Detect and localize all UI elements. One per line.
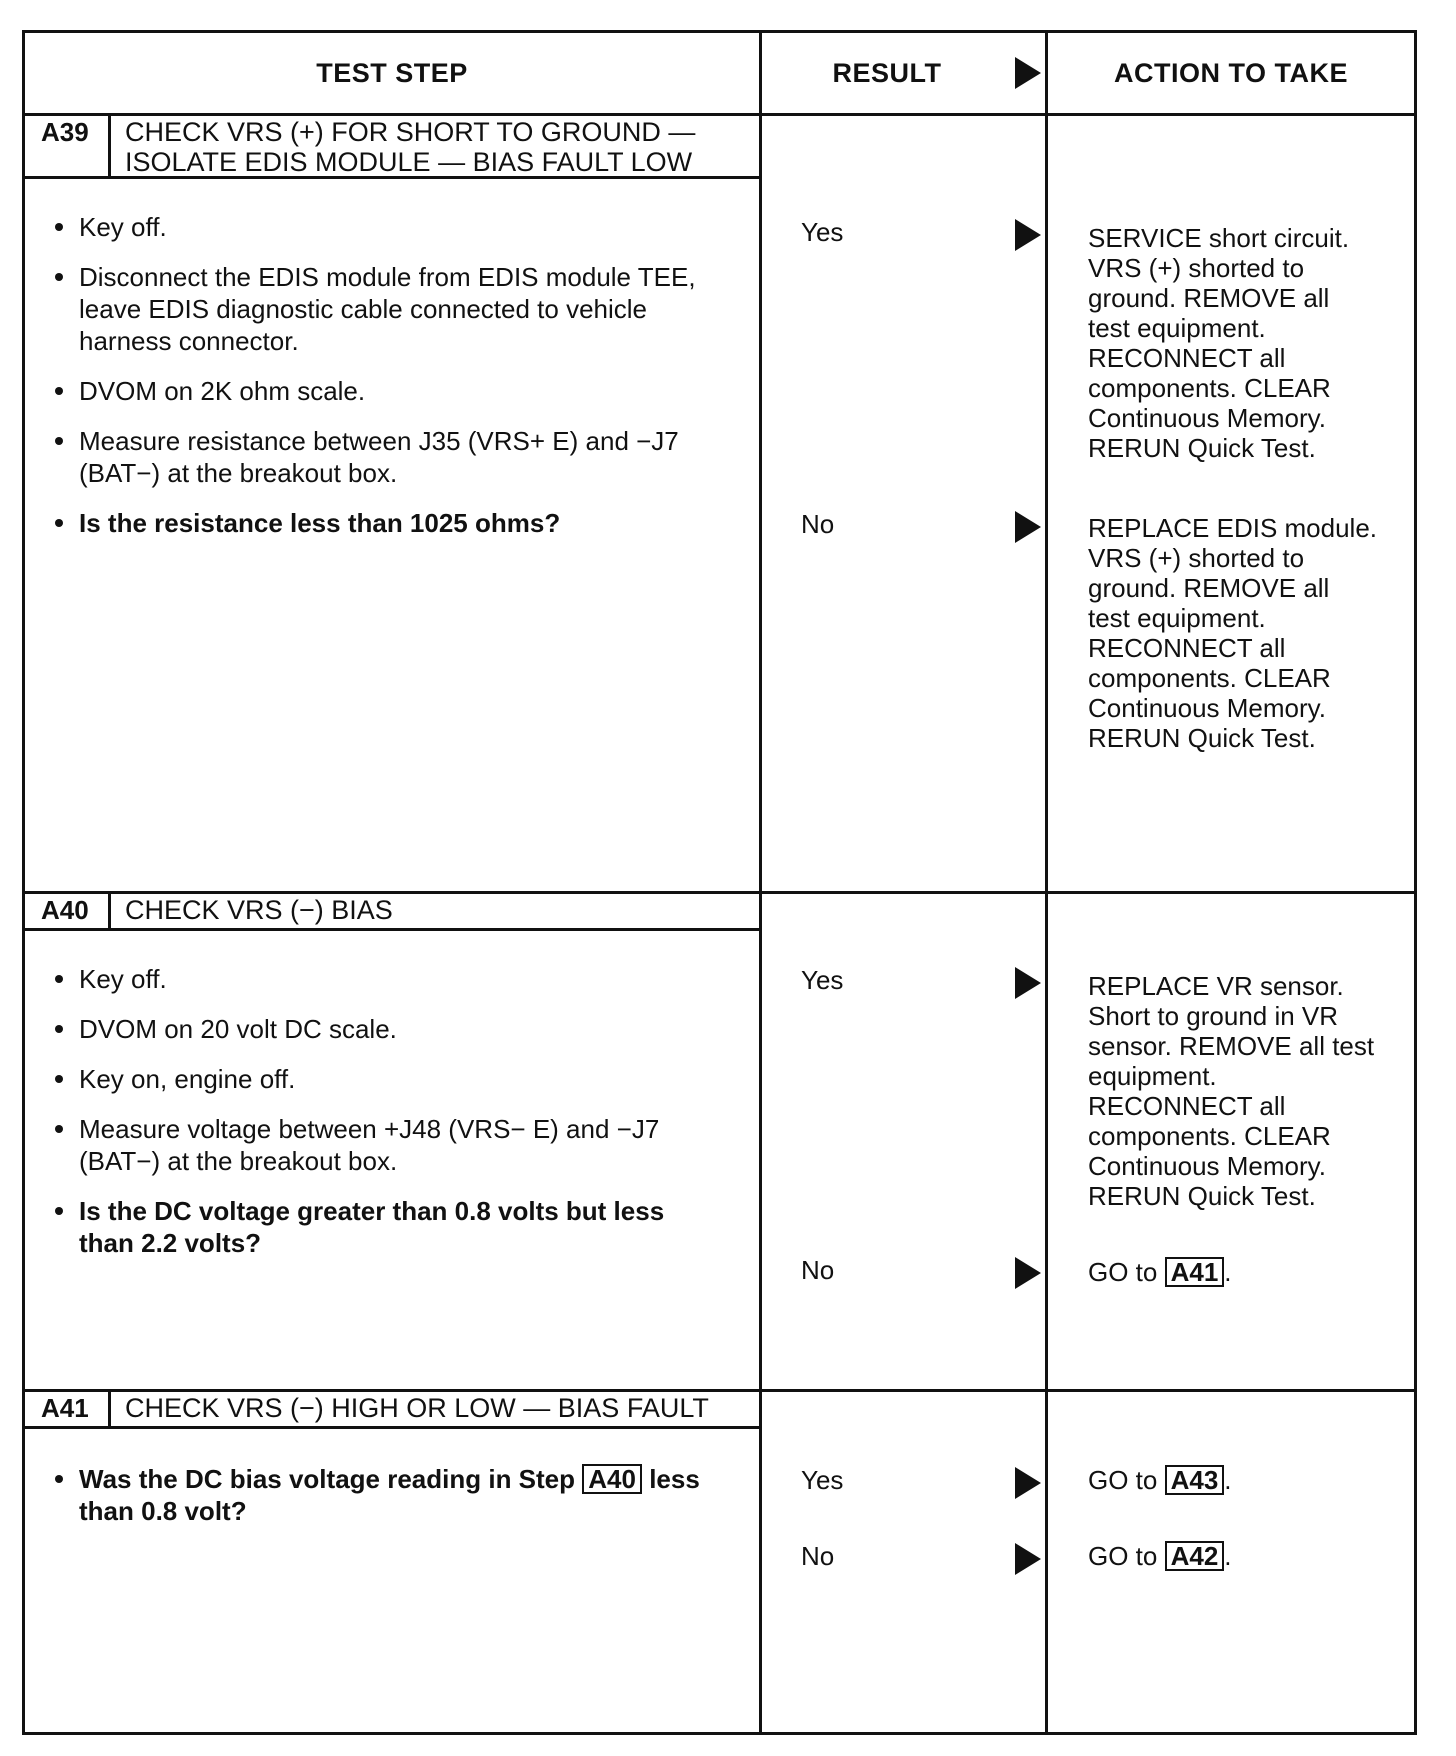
header-action-to-take: ACTION TO TAKE (1114, 57, 1348, 88)
action-text (1088, 1465, 1378, 1495)
action-text (1088, 1257, 1378, 1287)
action-suffix: . (1224, 1465, 1232, 1495)
step-ref-a43: A43 (1165, 1465, 1225, 1495)
bullet-text: Measure resistance between J35 (VRS+ E) and −J7 (BAT−) at the breakout box. (79, 426, 679, 488)
step-id: A39 (25, 113, 111, 176)
bullet-text: DVOM on 20 volt DC scale. (79, 1014, 397, 1044)
step-ref-a40: A40 (582, 1464, 642, 1494)
action-text: SERVICE short circuit. VRS (+) shorted to ground. REMOVE all test equipment. RECONNECT all components. CLEAR Continuous Memory. RERUN Quick Test. (1088, 223, 1350, 463)
question-prefix: Was the DC bias voltage reading in Step (79, 1464, 576, 1494)
result-arrow-icon (1015, 967, 1041, 999)
action-suffix: . (1224, 1257, 1232, 1287)
result-yes: Yes (801, 217, 844, 247)
action-text: REPLACE VR sensor. Short to ground in VR sensor. REMOVE all test equipment. RECONNECT all components. CLEAR Continuous Memory. RERUN Quick Test. (1088, 971, 1375, 1211)
action-text: REPLACE EDIS module. VRS (+) shorted to ground. REMOVE all test equipment. RECONNECT all components. CLEAR Continuous Memory. RERUN Quick Test. (1088, 513, 1378, 753)
bullet-item (51, 1013, 721, 1045)
bullet-text: Disconnect the EDIS module from EDIS module TEE, leave EDIS diagnostic cable connected to vehicle harness connector. (79, 262, 696, 356)
action-prefix: GO to (1088, 1541, 1158, 1571)
result-yes: Yes (801, 965, 844, 995)
bullet-item (51, 1113, 721, 1177)
result-arrow-icon (1015, 219, 1041, 251)
header-arrow-icon (1015, 57, 1041, 89)
step-a41-bullets (51, 1463, 721, 1545)
question-item (51, 507, 721, 539)
header-test-step: TEST STEP (316, 57, 468, 88)
step-ref-a41: A41 (1165, 1257, 1225, 1287)
step-ref-a42: A42 (1165, 1541, 1225, 1571)
question-item (51, 1195, 721, 1259)
step-title-line: ISOLATE EDIS MODULE — BIAS FAULT LOW (125, 147, 693, 177)
action-suffix: . (1224, 1541, 1232, 1571)
question-text: Is the resistance less than 1025 ohms? (79, 508, 561, 538)
result-yes: Yes (801, 1465, 844, 1495)
step-title (125, 1393, 751, 1423)
bullet-icon (55, 519, 63, 527)
result-no: No (801, 509, 835, 539)
bullet-icon (55, 1475, 63, 1483)
question-item (51, 1463, 721, 1527)
question-text: Is the DC voltage greater than 0.8 volts but less than 2.2 volts? (79, 1196, 665, 1258)
step-title (125, 895, 751, 925)
bullet-item (51, 261, 721, 357)
bullet-icon (55, 387, 63, 395)
bullet-icon (55, 975, 63, 983)
result-no: No (801, 1255, 835, 1285)
bullet-text: Key on, engine off. (79, 1064, 296, 1094)
result-arrow-icon (1015, 1543, 1041, 1575)
column-divider-action (1045, 33, 1048, 1732)
result-arrow-icon (1015, 511, 1041, 543)
step-id: A40 (25, 891, 111, 928)
bullet-item (51, 963, 721, 995)
bullet-icon (55, 223, 63, 231)
step-title-line: CHECK VRS (−) HIGH OR LOW — BIAS FAULT (125, 1393, 709, 1423)
action-prefix: GO to (1088, 1465, 1158, 1495)
step-header-a41 (25, 1389, 759, 1429)
result-arrow-icon (1015, 1467, 1041, 1499)
step-id: A41 (25, 1389, 111, 1426)
bullet-item (51, 425, 721, 489)
bullet-item (51, 375, 721, 407)
bullet-icon (55, 1075, 63, 1083)
bullet-icon (55, 1025, 63, 1033)
step-header-a40 (25, 891, 759, 931)
bullet-icon (55, 437, 63, 445)
step-title (125, 117, 751, 177)
header-result: RESULT (832, 57, 942, 88)
step-header-a39 (25, 113, 759, 179)
diagnostic-table (22, 30, 1417, 1735)
question-suffix: less than 0.8 volt? (79, 1464, 700, 1526)
bullet-item (51, 1063, 721, 1095)
step-a39-bullets (51, 211, 721, 557)
bullet-text: Key off. (79, 964, 167, 994)
action-prefix: GO to (1088, 1257, 1158, 1287)
bullet-icon (55, 273, 63, 281)
bullet-item (51, 211, 721, 243)
step-title-line: CHECK VRS (+) FOR SHORT TO GROUND — (125, 117, 696, 147)
result-no: No (801, 1541, 835, 1571)
bullet-text: DVOM on 2K ohm scale. (79, 376, 366, 406)
step-a40-bullets (51, 963, 721, 1277)
bullet-icon (55, 1207, 63, 1215)
bullet-icon (55, 1125, 63, 1133)
action-text (1088, 1541, 1378, 1571)
bullet-text: Key off. (79, 212, 167, 242)
step-title-line: CHECK VRS (−) BIAS (125, 895, 393, 925)
result-arrow-icon (1015, 1257, 1041, 1289)
column-divider-result (759, 33, 762, 1732)
bullet-text: Measure voltage between +J48 (VRS− E) and −J7 (BAT−) at the breakout box. (79, 1114, 660, 1176)
